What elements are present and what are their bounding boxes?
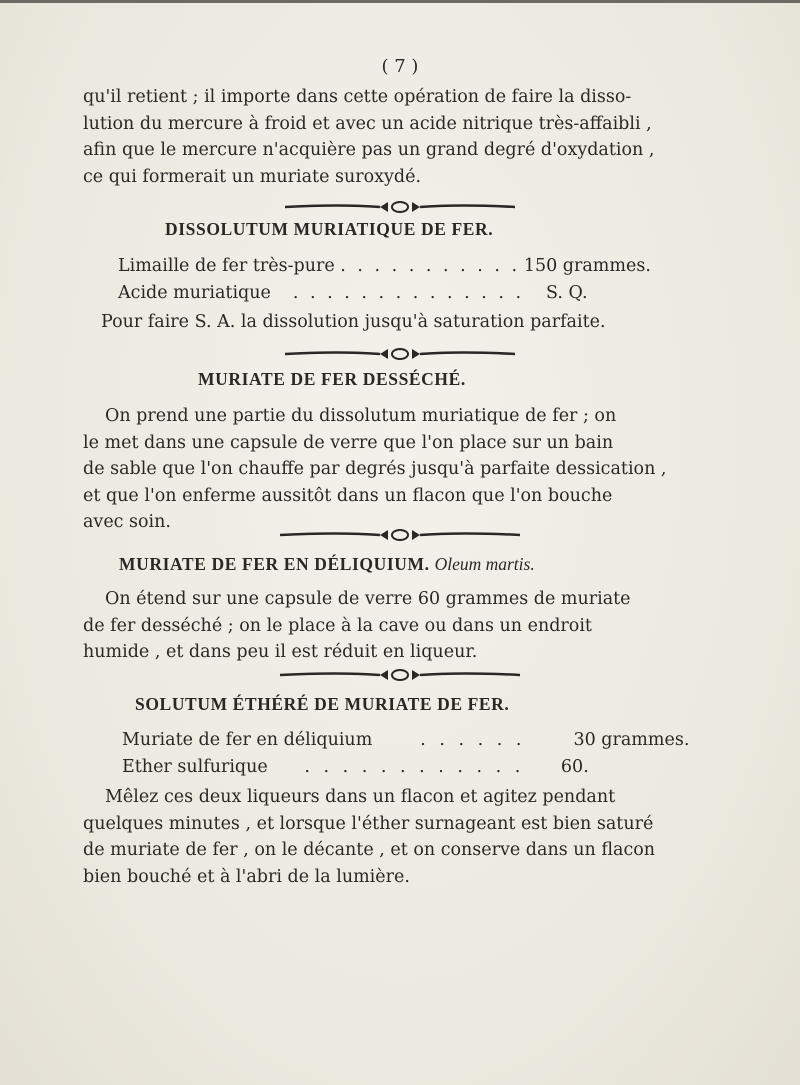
text-line: Mêlez ces deux liqueurs dans un flacon et agitez pendant [105, 787, 616, 807]
section-title: SOLUTUM ÉTHÉRÉ DE MURIATE DE FER. [135, 694, 510, 714]
text-line: On étend sur une capsule de verre 60 grammes de muriate [105, 589, 631, 609]
text-line: bien bouché et à l'abri de la lumière. [83, 866, 410, 887]
text-line: le met dans une capsule de verre que l'on place sur un bain [83, 432, 614, 453]
text-line: On prend une partie du dissolutum muriatique de fer ; on [105, 406, 617, 426]
section-latin-name: Oleum martis. [434, 554, 535, 574]
section-body: Pour faire S. A. la dissolution jusqu'à saturation parfaite. [101, 312, 606, 332]
ornament-divider [0, 668, 800, 682]
section-title: DISSOLUTUM MURIATIQUE DE FER. [165, 219, 494, 239]
ornament-rule-icon [280, 528, 520, 542]
ornament-rule-icon [285, 347, 515, 361]
text-line: de muriate de fer , on le décante , et on conserve dans un flacon [83, 840, 656, 860]
section-title [119, 554, 535, 575]
leader-dots: . . . . . . . . . . . . . . [292, 283, 525, 303]
section-title-text: MURIATE DE FER EN DÉLIQUIUM. [119, 554, 430, 574]
ingredient-name: Ether sulfurique [122, 757, 268, 777]
text-line: et que l'on enferme aussitôt dans un flacon que l'on bouche [83, 485, 613, 506]
text-line: quelques minutes , et lorsque l'éther surnageant est bien saturé [83, 813, 654, 834]
ingredient-row [118, 256, 651, 276]
leader-dots: . . . . . . [420, 730, 526, 750]
ornament-rule-icon [280, 668, 520, 682]
ingredient-row [122, 730, 689, 750]
section-body [83, 586, 723, 666]
page-number: ( 7 ) [381, 56, 419, 77]
ingredient-qty: S. Q. [546, 283, 588, 303]
section-body [83, 403, 723, 536]
text-line: afin que le mercure n'acquière pas un grand degré d'oxydation , [83, 140, 655, 160]
text-line: humide , et dans peu il est réduit en liqueur. [83, 642, 478, 662]
text-line: avec soin. [83, 512, 171, 532]
top-border [0, 0, 800, 3]
ingredient-name: Acide muriatique [118, 283, 271, 303]
text-line: de fer desséché ; on le place à la cave ou dans un endroit [83, 615, 592, 636]
ornament-divider [0, 200, 800, 214]
leader-dots: . . . . . . . . . . . [340, 256, 521, 276]
ingredient-row [122, 757, 589, 777]
ornament-divider [0, 347, 800, 361]
text-line: qu'il retient ; il importe dans cette opération de faire la disso- [83, 87, 632, 107]
section-title: MURIATE DE FER DESSÉCHÉ. [198, 369, 466, 389]
intro-paragraph [83, 84, 723, 190]
ingredient-row [118, 283, 588, 303]
text-line: lution du mercure à froid et avec un acide nitrique très-affaibli , [83, 113, 652, 134]
ornament-divider [0, 528, 800, 542]
leader-dots: . . . . . . . . . . . . [304, 757, 525, 777]
ingredient-qty: 150 grammes. [523, 256, 651, 276]
text-line: de sable que l'on chauffe par degrés jusqu'à parfaite dessication , [83, 459, 667, 479]
ingredient-qty: 60. [560, 757, 589, 777]
text-line: ce qui formerait un muriate suroxydé. [83, 166, 422, 187]
ingredient-name: Limaille de fer très-pure [118, 256, 335, 276]
ornament-rule-icon [285, 200, 515, 214]
ingredient-qty: 30 grammes. [573, 730, 690, 750]
ingredient-name: Muriate de fer en déliquium [122, 730, 373, 750]
section-body [83, 784, 723, 890]
